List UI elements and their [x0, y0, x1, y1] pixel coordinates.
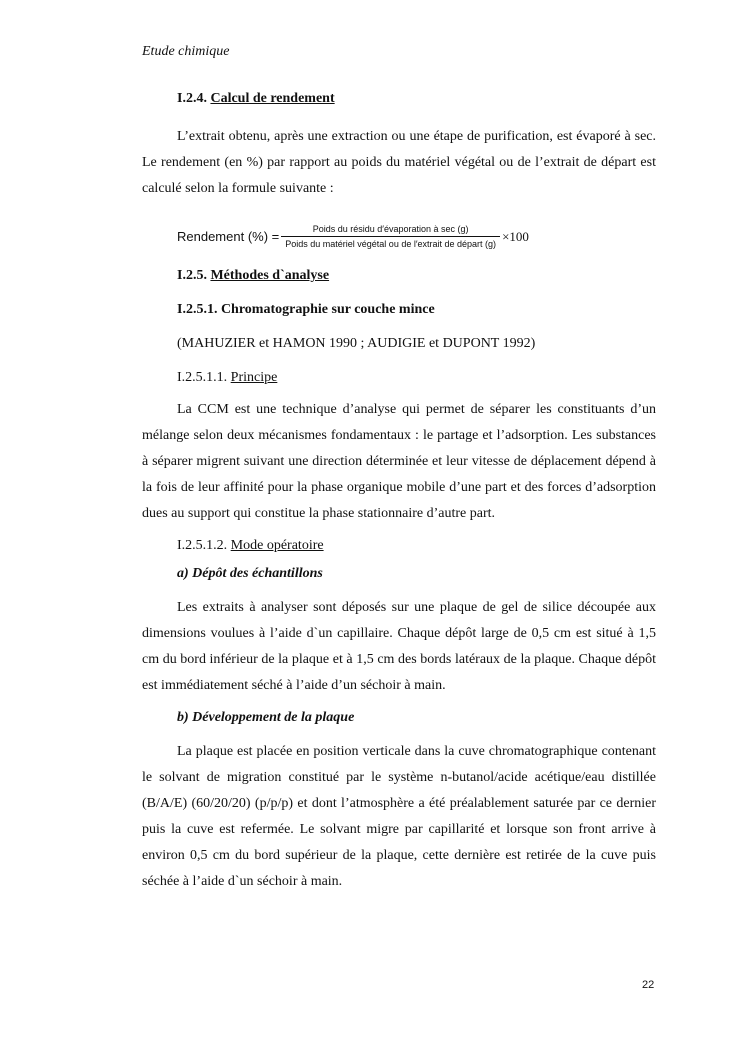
references: (MAHUZIER et HAMON 1990 ; AUDIGIE et DUPONT 1992): [177, 336, 536, 351]
formula-fraction: [281, 224, 500, 249]
formula-denominator: Poids du matériel végétal ou de l′extrait de départ (g): [281, 236, 500, 249]
yield-formula: [142, 224, 656, 249]
paragraph-depot: Les extraits à analyser sont déposés sur une plaque de gel de silice découpée aux dimensions voulues à l’aide d`un capillaire. Chaque dépôt large de 0,5 cm est situé à 1,5 cm du bord inférieur de la plaque et à 1,5 cm des bords latéraux de la plaque. Chaque dépôt est immédiatement séché à l’aide d’un séchoir à main.: [142, 600, 656, 693]
section-heading-1-2-5-1: I.2.5.1. Chromatographie sur couche mince: [177, 302, 435, 317]
formula-lhs: Rendement (%) =: [177, 229, 280, 244]
section-title: Calcul de rendement: [210, 91, 335, 106]
subheading-depot: a) Dépôt des échantillons: [177, 566, 323, 581]
section-title: Mode opératoire: [230, 538, 324, 553]
page-content: [142, 86, 656, 895]
section-heading-1-2-5-1-1: [142, 367, 656, 389]
running-header: Etude chimique: [142, 44, 230, 59]
paragraph-principe: La CCM est une technique d’analyse qui permet de séparer les constituants d’un mélange selon deux mécanismes fondamentaux : le partage et l’adsorption. Les substances à séparer migrent suivant une direction déterminée et leur vitesse de déplacement dépend à la fois de leur affinité pour la phase organique mobile d’une part et des forces d’adsorption dues au support qui constitue la phase stationnaire d’autre part.: [142, 402, 656, 521]
paragraph-developpement: La plaque est placée en position verticale dans la cuve chromatographique contenant le solvant de migration constitué par le système n-butanol/acide acétique/eau distillée (B/A/E) (60/20/20) (p/p/p) et dont l’atmosphère a été préalablement saturée par ce dernier puis la cuve est refermée. Le solvant migre par capillarité et lorsque son front arrive à environ 0,5 cm du bord supérieur de la plaque, cette dernière est retirée de la cuve puis séchée à l’aide d`un séchoir à main.: [142, 744, 656, 889]
section-number: I.2.5.1.2.: [177, 538, 231, 553]
section-heading-1-2-5: [142, 265, 656, 287]
formula-multiplier: ×100: [502, 228, 529, 244]
section-title: Méthodes d`analyse: [210, 268, 330, 283]
section-number: I.2.4.: [177, 91, 211, 106]
section-heading-1-2-5-1-2: [142, 535, 656, 557]
page-number: 22: [642, 979, 655, 991]
section-title: Principe: [230, 370, 278, 385]
section-heading-1-2-4: [142, 88, 656, 110]
paragraph-rendement: L’extrait obtenu, après une extraction ou une étape de purification, est évaporé à sec. Le rendement (en %) par rapport au poids du matériel végétal ou de l’extrait de départ est calculé selon la formule suivante :: [142, 129, 656, 196]
section-number: I.2.5.: [177, 268, 211, 283]
subheading-developpement: b) Développement de la plaque: [177, 710, 355, 725]
section-number: I.2.5.1.1.: [177, 370, 231, 385]
formula-numerator: Poids du résidu d′évaporation à sec (g): [312, 224, 469, 234]
